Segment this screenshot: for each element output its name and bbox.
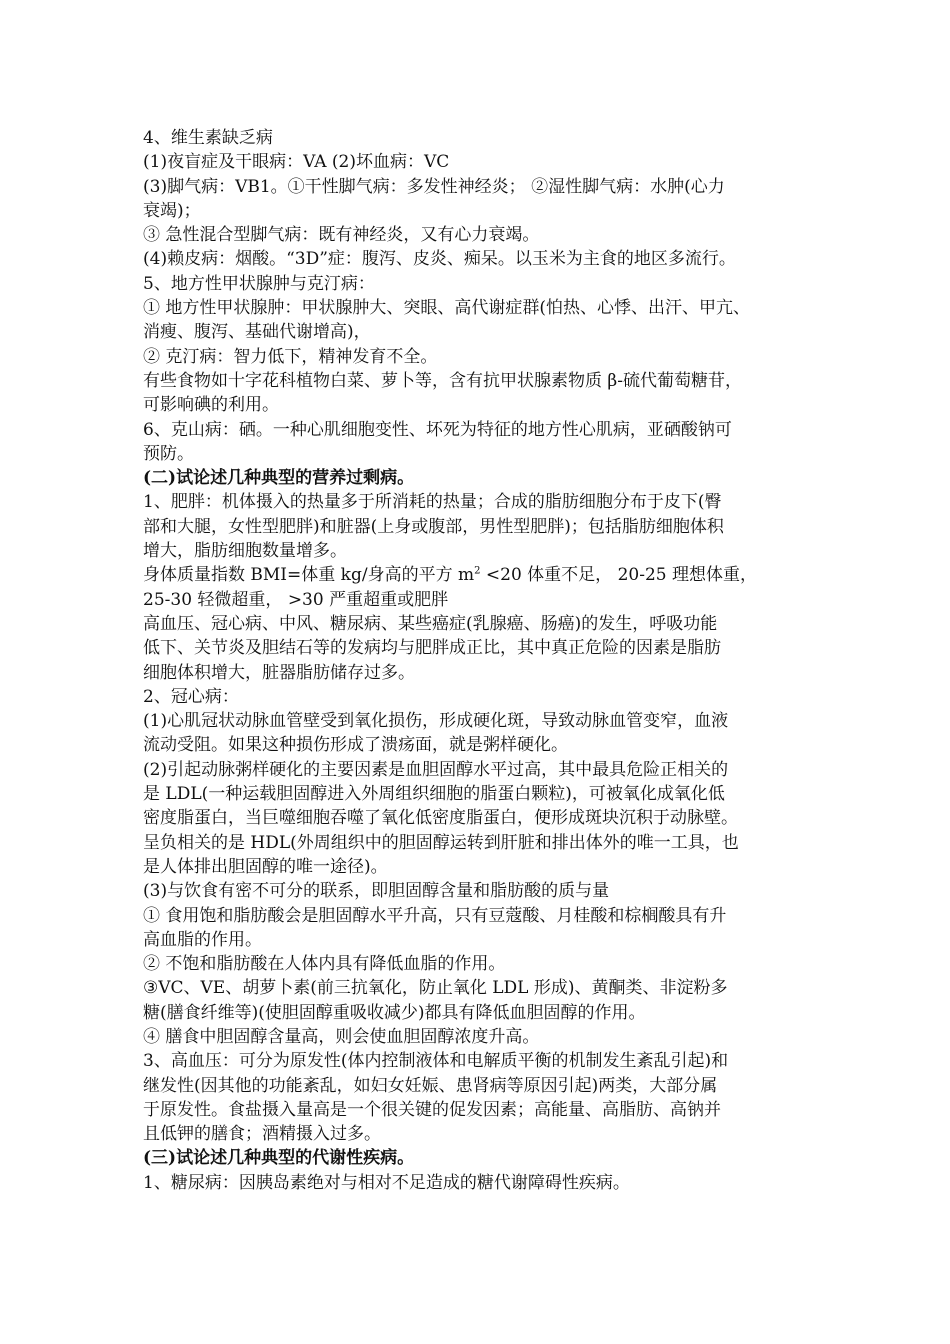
text-line: 流动受阻。如果这种损伤形成了溃疡面，就是粥样硬化。 (143, 735, 568, 756)
bmi-text: 身体质量指数 BMI=体重 kg/身高的平方 m (143, 565, 475, 586)
document-body (143, 126, 833, 1195)
text-line: 预防。 (143, 443, 194, 464)
text-line: ② 克汀病：智力低下，精神发育不全。 (143, 346, 438, 367)
text-line: 可影响碘的利用。 (143, 395, 279, 416)
text-line: 有些食物如十字花科植物白菜、萝卜等，含有抗甲状腺素物质 β-硫代葡萄糖苷， (143, 370, 742, 391)
text-line: ④ 膳食中胆固醇含量高，则会使血胆固醇浓度升高。 (143, 1026, 540, 1047)
text-line: 部和大腿，女性型肥胖)和脏器(上身或腹部，男性型肥胖)；包括脂肪细胞体积 (143, 516, 724, 537)
text-line: ① 食用饱和脂肪酸会是胆固醇水平升高，只有豆蔻酸、月桂酸和棕榈酸具有升 (143, 905, 727, 926)
text-line: 是 LDL(一种运载胆固醇进入外周组织细胞的脂蛋白颗粒)，可被氧化成氧化低 (143, 784, 725, 805)
text-line: (2)引起动脉粥样硬化的主要因素是血胆固醇水平过高，其中最具危险正相关的 (143, 759, 729, 780)
text-line: 6、克山病：硒。一种心肌细胞变性、坏死为特征的地方性心肌病，亚硒酸钠可 (143, 419, 732, 440)
text-line: 呈负相关的是 HDL(外周组织中的胆固醇运转到肝脏和排出体外的唯一工具，也 (143, 832, 739, 853)
text-line: 且低钾的膳食；酒精摄入过多。 (143, 1124, 381, 1145)
text-line: (1)夜盲症及干眼病：VA (2)坏血病：VC (143, 152, 450, 173)
text-line: (4)赖皮病：烟酸。“3D”症：腹泻、皮炎、痴呆。以玉米为主食的地区多流行。 (143, 249, 736, 270)
text-line: 1、肥胖：机体摄入的热量多于所消耗的热量；合成的脂肪细胞分布于皮下(臀 (143, 492, 722, 513)
text-line: 25-30 轻微超重， >30 严重超重或肥胖 (143, 589, 449, 610)
text-line: (3)脚气病：VB1。①干性脚气病：多发性神经炎； ②湿性脚气病：水肿(心力 (143, 176, 725, 197)
text-line: 高血压、冠心病、中风、糖尿病、某些癌症(乳腺癌、肠癌)的发生，呼吸功能 (143, 613, 718, 634)
text-line: 于原发性。食盐摄入量高是一个很关键的促发因素；高能量、高脂肪、高钠并 (143, 1099, 721, 1120)
text-line: 继发性(因其他的功能紊乱，如妇女妊娠、患肾病等原因引起)两类，大部分属 (143, 1075, 718, 1096)
text-line: 2、冠心病： (143, 686, 239, 707)
text-line: 衰竭)； (143, 200, 201, 221)
superscript-two: 2 (474, 565, 481, 577)
text-line: 3、高血压：可分为原发性(体内控制液体和电解质平衡的机制发生紊乱引起)和 (143, 1051, 729, 1072)
text-line: 低下、关节炎及胆结石等的发病均与肥胖成正比，其中真正危险的因素是脂肪 (143, 638, 721, 659)
text-line: 密度脂蛋白，当巨噬细胞吞噬了氧化低密度脂蛋白，便形成斑块沉积于动脉壁。 (143, 808, 738, 829)
text-line: 是人体排出胆固醇的唯一途径)。 (143, 856, 388, 877)
text-line: 高血脂的作用。 (143, 929, 262, 950)
text-line: 消瘦、腹泻、基础代谢增高)， (143, 322, 371, 343)
text-line: 增大，脂肪细胞数量增多。 (143, 541, 347, 562)
section-heading: (二)试论述几种典型的营养过剩病。 (143, 468, 415, 489)
text-line: ① 地方性甲状腺肿：甲状腺肿大、突眼、高代谢症群(怕热、心悸、出汗、甲亢、 (143, 298, 751, 319)
text-line: ③VC、VE、胡萝卜素(前三抗氧化，防止氧化 LDL 形成)、黄酮类、非淀粉多 (143, 978, 728, 999)
bmi-ranges: <20 体重不足， 20-25 理想体重， (480, 565, 757, 586)
bmi-line (143, 563, 833, 587)
text-line: (3)与饮食有密不可分的联系，即胆固醇含量和脂肪酸的质与量 (143, 881, 610, 902)
text-line: ② 不饱和脂肪酸在人体内具有降低血脂的作用。 (143, 954, 506, 975)
text-line: (1)心肌冠状动脉血管壁受到氧化损伤，形成硬化斑，导致动脉血管变窄，血液 (143, 711, 729, 732)
text-line: 糖(膳食纤维等)(使胆固醇重吸收减少)都具有降低血胆固醇的作用。 (143, 1002, 646, 1023)
text-line: 细胞体积增大，脏器脂肪储存过多。 (143, 662, 415, 683)
text-line: 4、维生素缺乏病 (143, 128, 273, 148)
text-line: 5、地方性甲状腺肿与克汀病： (143, 273, 375, 294)
text-line: 1、糖尿病：因胰岛素绝对与相对不足造成的糖代谢障碍性疾病。 (143, 1172, 630, 1193)
section-heading: (三)试论述几种典型的代谢性疾病。 (143, 1148, 415, 1169)
text-line: ③ 急性混合型脚气病：既有神经炎，又有心力衰竭。 (143, 225, 540, 246)
